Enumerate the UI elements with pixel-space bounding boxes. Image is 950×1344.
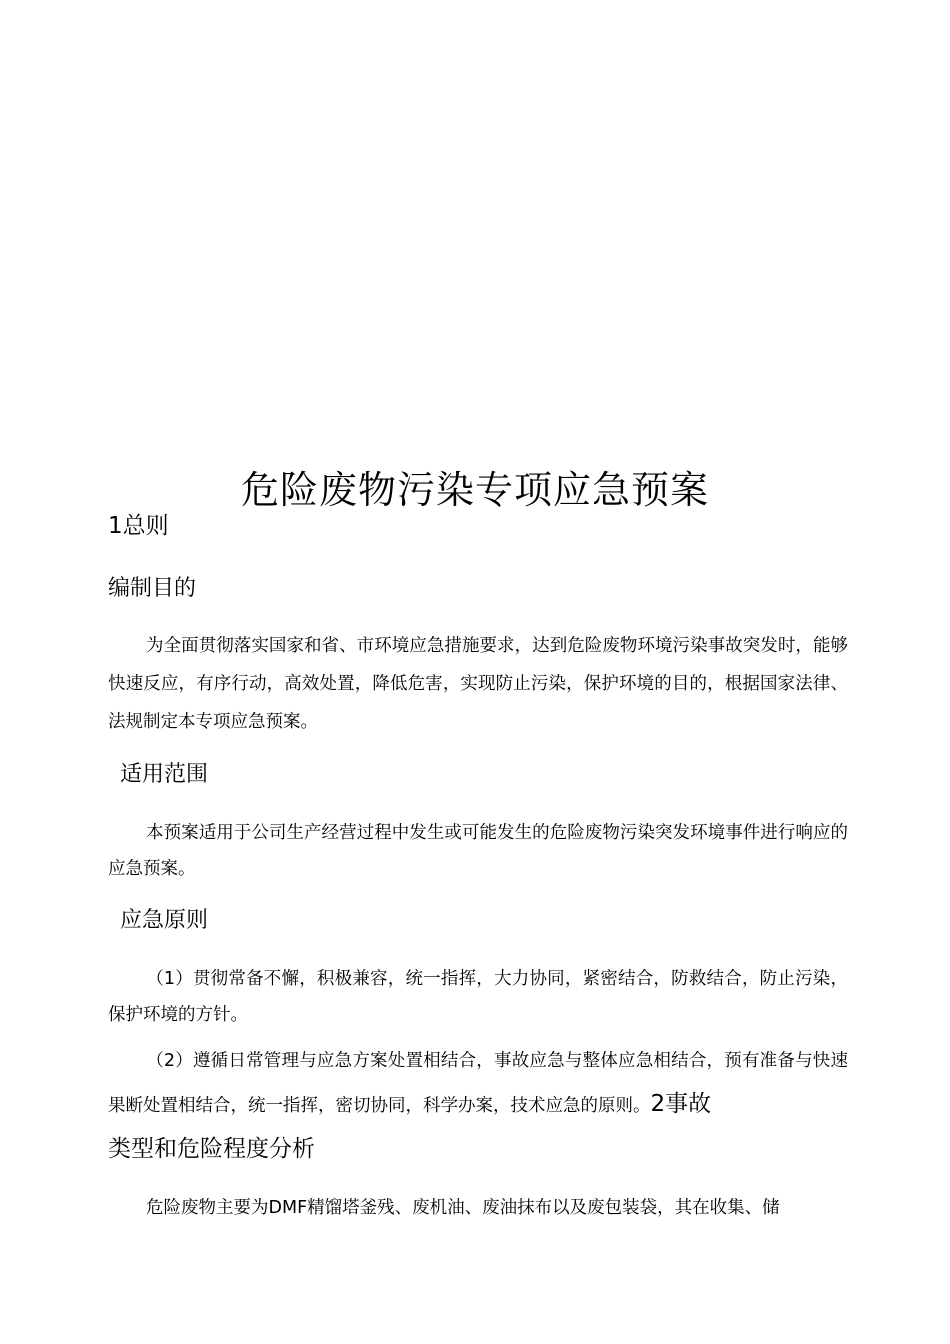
section-2-heading-end: 类型和危险程度分析: [108, 1136, 315, 1162]
principle-2-paragraph: [108, 1040, 848, 1173]
purpose-paragraph-text: 为全面贯彻落实国家和省、市环境应急措施要求，达到危险废物环境污染事故突发时，能够快速反应，有序行动，高效处置，降低危害，实现防止污染，保护环境的目的，根据国家法律、法规制定本专项应急预案。: [108, 636, 848, 732]
scope-paragraph: [108, 815, 848, 887]
subsection-principles-heading: 应急原则: [120, 908, 209, 933]
principle-1-paragraph: [108, 961, 848, 1033]
scope-paragraph-text: 本预案适用于公司生产经营过程中发生或可能发生的危险废物污染突发环境事件进行响应的应急预案。: [108, 823, 848, 879]
section-2-paragraph-text: 危险废物主要为DMF精馏塔釜残、废机油、废油抹布以及废包装袋，其在收集、储: [146, 1198, 780, 1218]
purpose-paragraph: [108, 627, 848, 741]
subsection-purpose-heading: 编制目的: [108, 576, 197, 601]
section-1-heading: 1总则: [108, 513, 169, 539]
principle-1-text: （1）贯彻常备不懈，积极兼容，统一指挥，大力协同，紧密结合，防救结合，防止污染，保护环境的方针。: [108, 969, 848, 1025]
subsection-scope-heading: 适用范围: [120, 762, 209, 787]
section-2-heading-start: 2事故: [650, 1091, 712, 1117]
section-2-paragraph: [108, 1190, 848, 1226]
document-title: 危险废物污染专项应急预案: [240, 468, 709, 512]
principle-2-text: （2）遵循日常管理与应急方案处置相结合，事故应急与整体应急相结合，预有准备与快速果断处置相结合，统一指挥，密切协同，科学办案，技术应急的原则。: [108, 1051, 848, 1116]
